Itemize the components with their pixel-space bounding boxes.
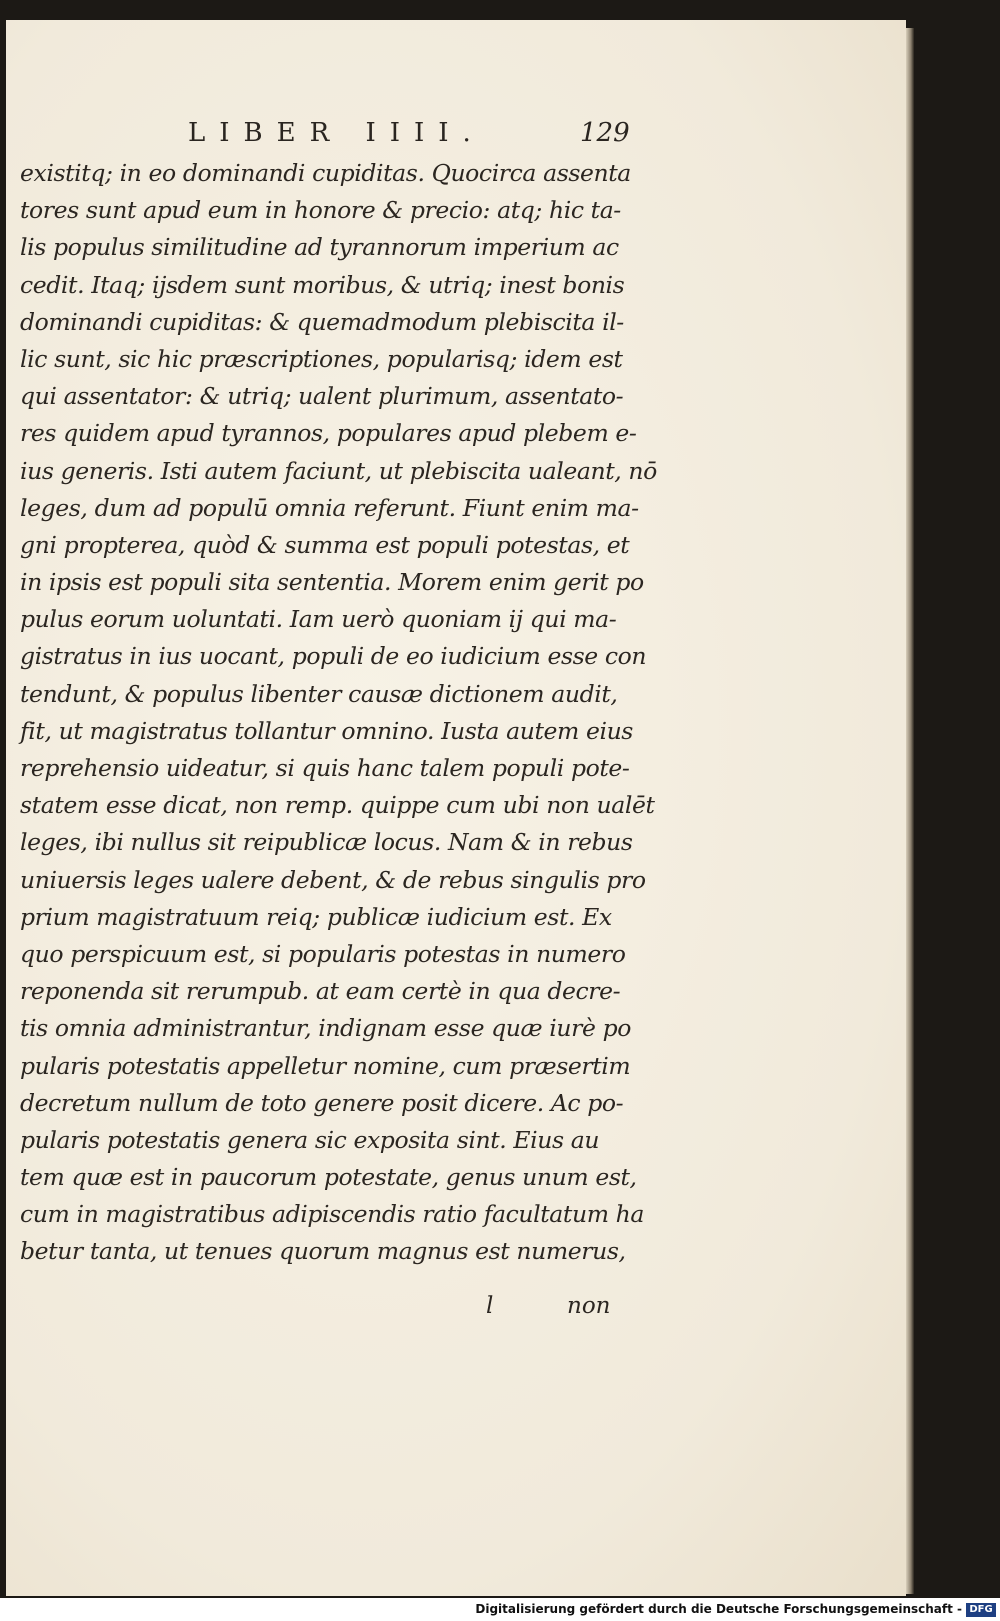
text-line: decretum nullum de toto genere posit dicere. Ac po-: [20, 1088, 624, 1117]
text-line: tem quæ est in paucorum potestate, genus unum est,: [20, 1163, 637, 1192]
text-line: reponenda sit rerumpub. at eam certè in qua decre-: [20, 977, 621, 1006]
text-line: lic sunt, sic hic præscriptiones, popularisq; idem est: [20, 344, 623, 373]
text-line: fit, ut magistratus tollantur omnino. Iusta autem eius: [20, 716, 633, 745]
running-head: LIBER IIII.: [188, 118, 485, 148]
text-line: in ipsis est populi sita sententia. Morem enim gerit po: [20, 568, 644, 597]
text-line: reprehensio uideatur, si quis hanc talem populi pote-: [20, 754, 630, 782]
text-line: lis populus similitudine ad tyrannorum imperium ac: [20, 233, 619, 262]
text-line: dominandi cupiditas: & quemadmodum plebiscita il-: [20, 307, 624, 336]
funding-credit: Digitalisierung gefördert durch die Deutsche Forschungsgemeinschaft -: [475, 1602, 962, 1616]
text-line: existitq; in eo dominandi cupiditas. Quocirca assenta: [20, 159, 631, 187]
text-line: statem esse dicat, non remp. quippe cum ubi non ualēt: [20, 791, 655, 820]
text-line: pulus eorum uoluntati. Iam uerò quoniam ij qui ma-: [20, 605, 617, 634]
text-line: leges, dum ad populū omnia referunt. Fiunt enim ma-: [20, 493, 639, 522]
text-line: res quidem apud tyrannos, populares apud plebem e-: [20, 419, 637, 448]
text-line: gistratus in ius uocant, populi de eo iudicium esse con: [20, 642, 647, 671]
text-line: cum in magistratibus adipiscendis ratio facultatum ha: [20, 1200, 644, 1229]
text-line: quo perspicuum est, si popularis potestas in numero: [20, 939, 626, 968]
dfg-logo: DFG: [966, 1603, 996, 1617]
page-header: [0, 118, 640, 158]
body-text: [20, 155, 657, 1271]
text-line: uniuersis leges ualere debent, & de rebus singulis pro: [20, 865, 646, 894]
text-line: leges, ibi nullus sit reipublicæ locus. Nam & in rebus: [20, 828, 633, 857]
page-number: 129: [580, 118, 630, 148]
text-line: tis omnia administrantur, indignam esse quæ iurè po: [20, 1014, 631, 1043]
text-line: prium magistratuum reiq; publicæ iudicium est. Ex: [20, 902, 612, 931]
text-line: tendunt, & populus libenter causæ dictionem audit,: [20, 679, 618, 708]
text-line: betur tanta, ut tenues quorum magnus est numerus,: [20, 1237, 626, 1266]
signature-mark: l: [486, 1293, 494, 1319]
catchword: non: [567, 1293, 611, 1319]
digitization-footer: [0, 1600, 1000, 1621]
text-line: pularis potestatis genera sic exposita sint. Eius au: [20, 1125, 600, 1154]
text-line: ius generis. Isti autem faciunt, ut plebiscita ualeant, nō: [20, 456, 657, 485]
text-line: gni propterea, quòd & summa est populi potestas, et: [20, 530, 630, 559]
text-line: tores sunt apud eum in honore & precio: atq; hic ta-: [20, 196, 621, 225]
text-line: cedit. Itaq; ijsdem sunt moribus, & utriq; inest bonis: [20, 270, 625, 299]
text-line: qui assentator: & utriq; ualent plurimum, assentato-: [20, 382, 624, 411]
text-line: pularis potestatis appelletur nomine, cum præsertim: [20, 1051, 631, 1080]
page-edge: [906, 28, 914, 1594]
